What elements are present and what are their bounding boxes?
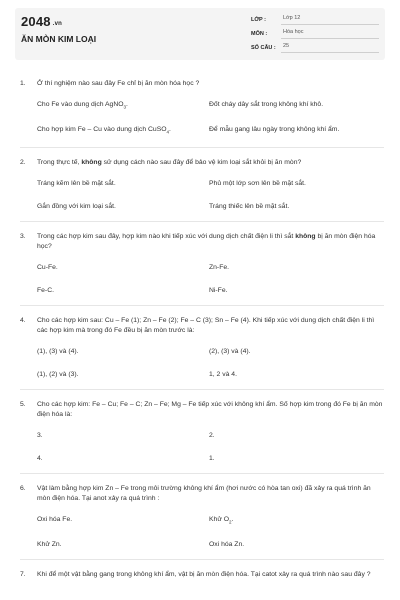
answer-option[interactable] [209,454,381,464]
question-text [37,79,384,89]
answer-option[interactable] [37,286,209,296]
answer-option[interactable] [37,431,209,441]
answer-option[interactable] [37,263,209,273]
question-number: 1. [20,80,26,87]
answer-option[interactable] [37,540,209,550]
question-number: 2. [20,158,26,166]
text-run: bị ăn mòn điện hóa học? [37,232,376,250]
text-run: 2 [229,519,232,525]
answer-option[interactable] [209,263,381,273]
question-text [37,158,384,168]
answer-options [37,179,384,212]
answer-option[interactable] [209,370,381,380]
answer-options [37,263,384,296]
question-stem [20,316,384,336]
text-run: 2. [209,431,215,439]
question-stem [20,79,384,89]
worksheet-header [15,8,385,60]
text-run: không [81,158,102,166]
question-number: 3. [20,232,26,240]
text-run: Đốt cháy dây sắt trong không khí khô. [209,101,324,108]
text-run: Phủ một lớp sơn lên bề mặt sắt. [209,179,306,187]
meta-class: LỚP : Lớp 12 [251,13,379,27]
question-divider [20,559,384,560]
text-run: Tráng thiếc lên bề mặt sắt. [209,202,290,210]
answer-option[interactable] [209,179,381,189]
text-run: 1, 2 và 4. [209,370,237,378]
text-run: 4. [37,454,43,462]
worksheet-meta [251,13,379,55]
meta-question-count: SỐ CÂU : 25 [251,41,379,55]
answer-option[interactable] [37,202,209,212]
question-5 [20,400,384,464]
text-run: Cho các hợp kim sau: Cu – Fe (1); Zn – Fe (2); Fe – C (3); Sn – Fe (4). Khi tiếp xúc với dung dịch chất điện li thì các hợp kim mà trong đó Fe đều bị ăn mòn trước là: [37,316,375,334]
answer-option[interactable] [209,431,381,441]
answer-option[interactable] [37,347,209,357]
text-run: Cho hợp kim Fe – Cu vào dung dịch CuSO [37,126,167,134]
text-run: Ở thí nghiệm nào sau đây Fe chỉ bị ăn mòn hóa học ? [37,80,200,87]
question-stem [20,232,384,252]
answer-option[interactable] [37,179,209,189]
answer-options [37,515,384,550]
answer-option[interactable] [209,286,381,296]
text-run: Gắn đồng với kim loại sắt. [37,202,116,210]
answer-option[interactable] [37,100,209,112]
question-number: 7. [20,571,26,579]
question-divider [20,147,384,148]
question-text [37,232,384,252]
answer-option[interactable] [37,370,209,380]
text-run: Oxi hóa Fe. [37,515,73,523]
question-1 [20,79,384,138]
answer-option[interactable] [37,515,209,527]
text-run: Oxi hóa Zn. [209,541,245,549]
text-run: Vật làm bằng hợp kim Zn – Fe trong môi trường không khí ẩm (hơi nước có hòa tan oxi) đã xảy ra quá trình ăn mòn điện hóa. Tại anot xảy ra quá trình : [37,484,371,502]
question-text [37,570,384,580]
text-run: 4 [166,129,170,135]
question-list [20,79,384,580]
text-run: Cho các hợp kim: Fe – Cu; Fe – C; Zn – Fe; Mg – Fe tiếp xúc với không khí ẩm. Số hợp kim trong đó Fe bị ăn mòn điện hóa là: [37,400,383,418]
question-6 [20,484,384,550]
question-divider [20,305,384,306]
site-logo[interactable]: 2048 .vn [21,14,63,29]
answer-option[interactable] [209,100,381,112]
question-text [37,316,384,336]
text-run: Tráng kẽm lên bề mặt sắt. [37,179,116,187]
text-run: sử dụng cách nào sau đây để bảo vệ kim loại sắt khỏi bị ăn mòn? [101,158,302,166]
question-text [37,484,384,504]
text-run: . [169,126,171,134]
question-stem [20,400,384,420]
text-run: (1), (3) và (4). [37,347,79,355]
text-run: Cho Fe vào dung dịch AgNO [37,101,124,108]
text-run: . [126,101,128,108]
answer-option[interactable] [209,540,381,550]
answer-options [37,347,384,380]
text-run: Khi để một vật bằng gang trong không khí ẩm, vật bị ăn mòn điện hóa. Tại catot xảy ra quá trình nào sau đây ? [37,571,371,579]
meta-subject: MÔN : Hóa học [251,27,379,41]
question-stem [20,158,384,168]
text-run: 1. [209,454,215,462]
answer-option[interactable] [37,454,209,464]
text-run: Fe-C. [37,286,54,294]
question-divider [20,221,384,222]
text-run: Trong thực tế, [37,158,82,166]
question-number: 5. [20,400,26,408]
answer-options [37,100,384,138]
text-run: 3 [123,104,127,110]
question-2 [20,158,384,212]
worksheet-title: ĂN MÒN KIM LOẠI [21,34,97,44]
text-run: . [231,515,234,523]
question-text [37,400,384,420]
text-run: Để mẫu gang lâu ngày trong không khí ẩm. [209,126,340,134]
question-stem [20,570,384,580]
answer-option[interactable] [209,347,381,357]
question-number: 4. [20,316,26,324]
answer-option[interactable] [209,202,381,212]
question-number: 6. [20,484,26,492]
text-run: Trong các hợp kim sau đây, hợp kim nào khi tiếp xúc với dung dịch chất điện li thì sắt [37,232,296,240]
text-run: Zn-Fe. [209,263,230,271]
answer-options [37,431,384,464]
question-3 [20,232,384,296]
text-run: Khử O [209,515,230,523]
answer-option[interactable] [209,515,381,527]
text-run: Ni-Fe. [209,286,228,294]
text-run: (2), (3) và (4). [209,347,251,355]
question-4 [20,316,384,380]
question-stem [20,484,384,504]
answer-option[interactable] [37,125,209,137]
question-divider [20,389,384,390]
text-run: (1), (2) và (3). [37,370,79,378]
text-run: Khử Zn. [37,541,62,549]
text-run: Cu-Fe. [37,263,58,271]
question-7 [20,570,384,580]
text-run: không [295,232,316,240]
question-divider [20,473,384,474]
answer-option[interactable] [209,125,381,137]
text-run: 3. [37,431,43,439]
